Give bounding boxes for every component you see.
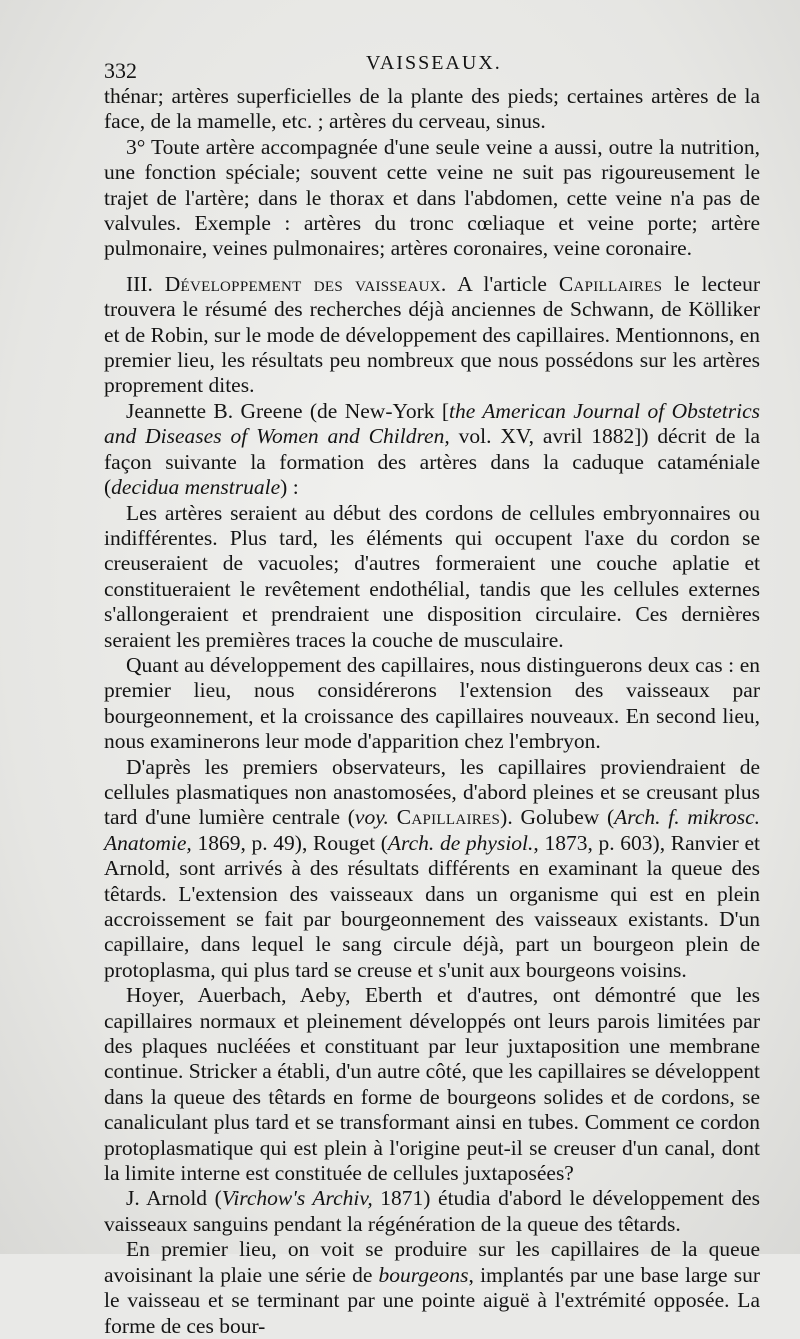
text-run: A l'article bbox=[446, 271, 559, 296]
text-run: le lecteur trouvera le résumé des recherches déjà anciennes de Schwann, de Kölliker et de Robin, sur le mode de développement des capillaires. Mentionnons, en premier lieu, les résultats peu nombreux que nous possédons sur les artères proprement dites. bbox=[104, 271, 760, 398]
page-header bbox=[104, 48, 760, 84]
paragraph-1: thénar; artères superficielles de la plante des pieds; certaines artères de la face, de la mamelle, etc. ; artères du cerveau, sinus. bbox=[104, 84, 760, 134]
paragraph-10 bbox=[104, 1237, 760, 1339]
text-run: En premier lieu, on voit se produire sur les capillaires de la queue avoisinant la plaie une série de bbox=[104, 1237, 760, 1287]
text-run: vol. XV, avril 1882]) décrit de la façon suivante la formation des artères dans la caduque cataméniale ( bbox=[104, 424, 760, 500]
text-run bbox=[389, 805, 397, 829]
text-run: J. Arnold ( bbox=[126, 1186, 222, 1211]
running-head: VAISSEAUX. bbox=[366, 52, 502, 74]
paragraph-7 bbox=[104, 755, 760, 984]
citation-journal: the American Journal of Obstetrics and Diseases of Women and Children, bbox=[104, 398, 760, 449]
paragraph-5: Les artères seraient au début des cordons de cellules embryonnaires ou indifférentes. Plus tard, les éléments qui occupent l'axe du cordon se creuseraient de vacuoles; d'autres formeraient une couche aplatie et constitueraient le revêtement endothélial, tandis que les cellules externes s'allongeraient et prendraient une disposition circulaire. Ces dernières seraient les premières traces la couche de musculaire. bbox=[104, 500, 760, 652]
section-numeral: III. bbox=[126, 271, 153, 296]
text-run: Jeannette B. Greene (de New-York [ bbox=[126, 398, 450, 423]
emphasized-term: bourgeons bbox=[378, 1262, 469, 1287]
paragraph-6: Quant au développement des capillaires, nous distinguerons deux cas : en premier lieu, nous considérerons l'extension des vaisseaux par bourgeonnement, et la croissance des capillaires nouveaux. En second lieu, nous examinerons leur mode d'apparition chez l'embryon. bbox=[104, 652, 760, 754]
text-run: ). Golubew ( bbox=[500, 805, 615, 830]
text-run: 1869, p. 49), Rouget ( bbox=[191, 830, 388, 855]
text-run: 1871) étudia d'abord le développement des vaisseaux sanguins pendant la régénération de la queue des têtards. bbox=[104, 1186, 760, 1236]
paragraph-8: Hoyer, Auerbach, Aeby, Eberth et d'autres, ont démontré que les capillaires normaux et pleinement développés ont leurs parois limitées par des plaques nucléées et constituant par leur juxtaposition une membrane continue. Stricker a établi, d'un autre côté, que les capillaires se développent dans la queue des têtards en forme de bourgeons solides et de cordons, se canaliculant plus tard et se transformant ainsi en tubes. Comment ce cordon protoplasmatique qui est plein à l'origine peut-il se creuser d'un canal, dont la limite interne est constituée de cellules juxtaposées? bbox=[104, 983, 760, 1186]
section-title: Développement des vaisseaux. bbox=[164, 271, 447, 296]
text-run: , implantés par une base large sur le vaisseau et se terminant par une pointe aiguë à l'extrémité opposée. La forme de ces bour- bbox=[104, 1262, 761, 1338]
text-run: ) : bbox=[280, 475, 299, 500]
citation-journal: Arch. f. mikrosc. Anatomie, bbox=[104, 805, 761, 855]
latin-term: decidua menstruale bbox=[111, 475, 281, 500]
page-number: 332 bbox=[104, 58, 137, 83]
text-run: D'après les premiers observateurs, les capillaires proviendraient de cellules plasmatiques non anastomosées, d'abord pleines et se creusant plus tard d'une lumière centrale ( bbox=[104, 754, 760, 830]
citation-journal: Arch. de physiol. bbox=[387, 830, 534, 855]
body-text bbox=[104, 84, 760, 1339]
paragraph-4 bbox=[104, 399, 760, 501]
citation-journal: Virchow's Archiv, bbox=[221, 1186, 373, 1211]
paragraph-3-section bbox=[104, 272, 760, 399]
paragraph-2: 3° Toute artère accompagnée d'une seule veine a aussi, outre la nutrition, une fonction spéciale; souvent cette veine ne suit pas rigoureusement le trajet de l'artère; dans le thorax et dans l'abdomen, cette veine n'a pas de valvules. Exemple : artères du tronc cœliaque et veine porte; artère pulmonaire, veines pulmonaires; artères coronaires, veine coronaire. bbox=[104, 134, 760, 261]
text-run: , 1873, p. 603), Ranvier et Arnold, sont arrivés à des résultats différents en examinant la queue des têtards. L'extension des vaisseaux dans un organisme qui est en plein accroissement se fait par bourgeonnement des vaisseaux existants. D'un capillaire, dans lequel le sang circule déjà, part un bourgeon plein de protoplasma, qui plus tard se creuse et s'unit aux bourgeons voisins. bbox=[104, 830, 760, 982]
cross-reference: Capillaires bbox=[396, 805, 501, 830]
paragraph-9 bbox=[104, 1186, 760, 1237]
cross-reference: Capillaires bbox=[558, 271, 663, 296]
abbreviation: voy. bbox=[354, 805, 389, 830]
